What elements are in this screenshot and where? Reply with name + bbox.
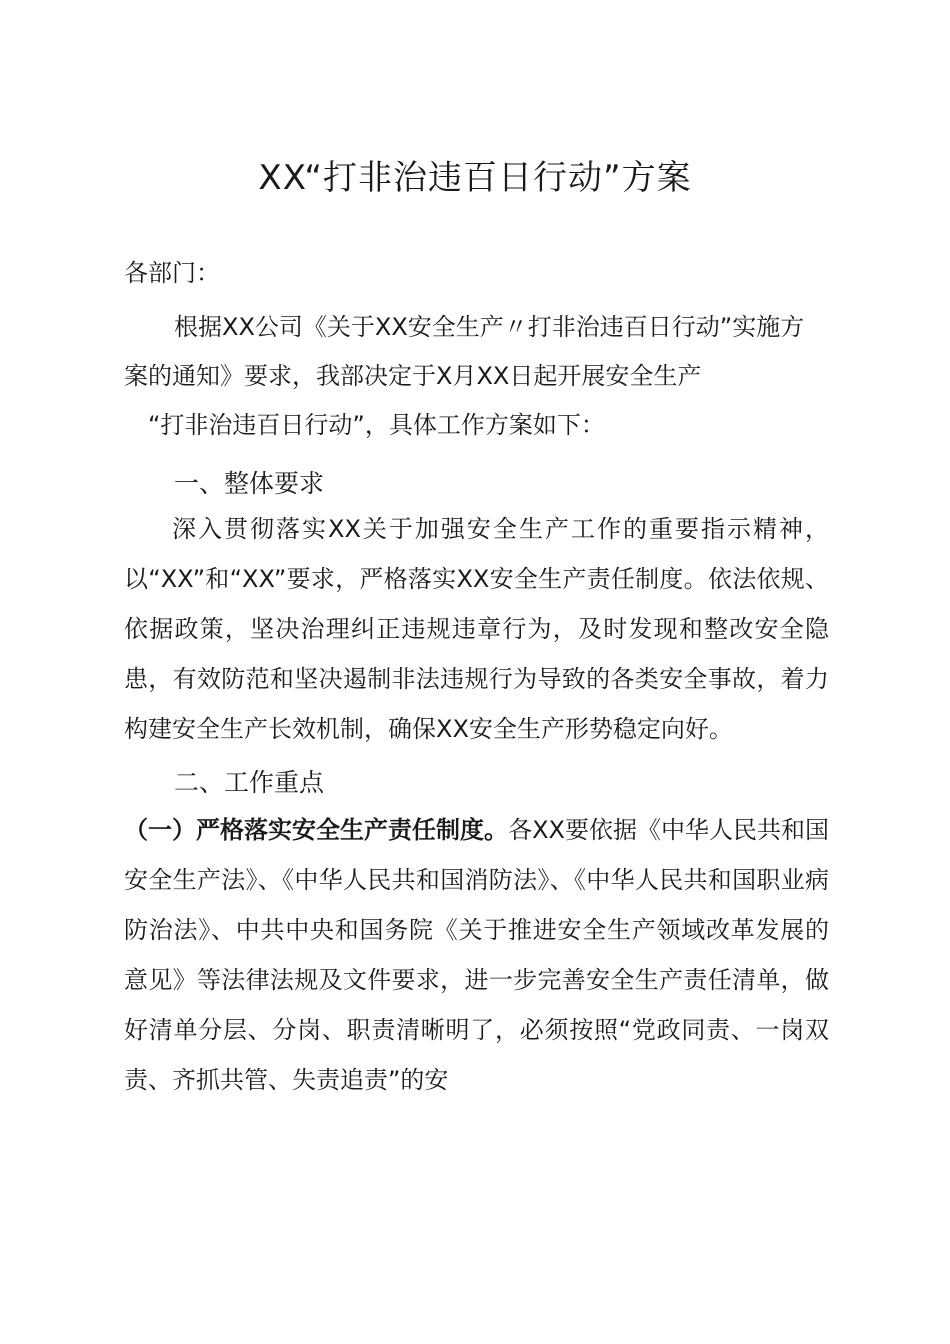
- intro-line-1: 根据XX公司《关于XX安全生产〃打非治违百日行动”实施方: [174, 313, 805, 341]
- item-1-body: 各XX要依据《中华人民共和国安全生产法》、《中华人民共和国消防法》、《中华人民共和国职业病防治法》、中共中央和国务院《关于推进安全生产领域改革发展的意见》等法律法规及文件要求，进一步完善安全生产责任清单，做好清单分层、分岗、职责清晰明了，必须按照“党政同责、一岗双责、齐抓共管、失责追责”的安: [124, 816, 829, 1094]
- section-heading-overall-requirements: 一、整体要求: [174, 469, 325, 498]
- intro-line-3: “打非治违百日行动”，具体工作方案如下：: [148, 411, 605, 439]
- intro-line-2: 案的通知》要求，我部决定于X月XX日起开展安全生产: [124, 362, 702, 390]
- item-1-paragraph: [124, 805, 829, 1105]
- document-title: XX“打非治违百日行动”方案: [258, 158, 692, 198]
- salutation: 各部门：: [124, 259, 220, 287]
- item-1-lead: （一）严格落实安全生产责任制度。: [124, 816, 509, 844]
- section-1-paragraph: 深入贯彻落实XX关于加强安全生产工作的重要指示精神，以“XX”和“XX”要求，严格落实XX安全生产责任制度。依法依规、依据政策，坚决治理纠正违规违章行为，及时发现和整改安全隐患，有效防范和坚决遏制非法违规行为导致的各类安全事故，着力构建安全生产长效机制，确保XX安全生产形势稳定向好。: [124, 515, 829, 743]
- section-heading-work-focus: 二、工作重点: [174, 768, 325, 797]
